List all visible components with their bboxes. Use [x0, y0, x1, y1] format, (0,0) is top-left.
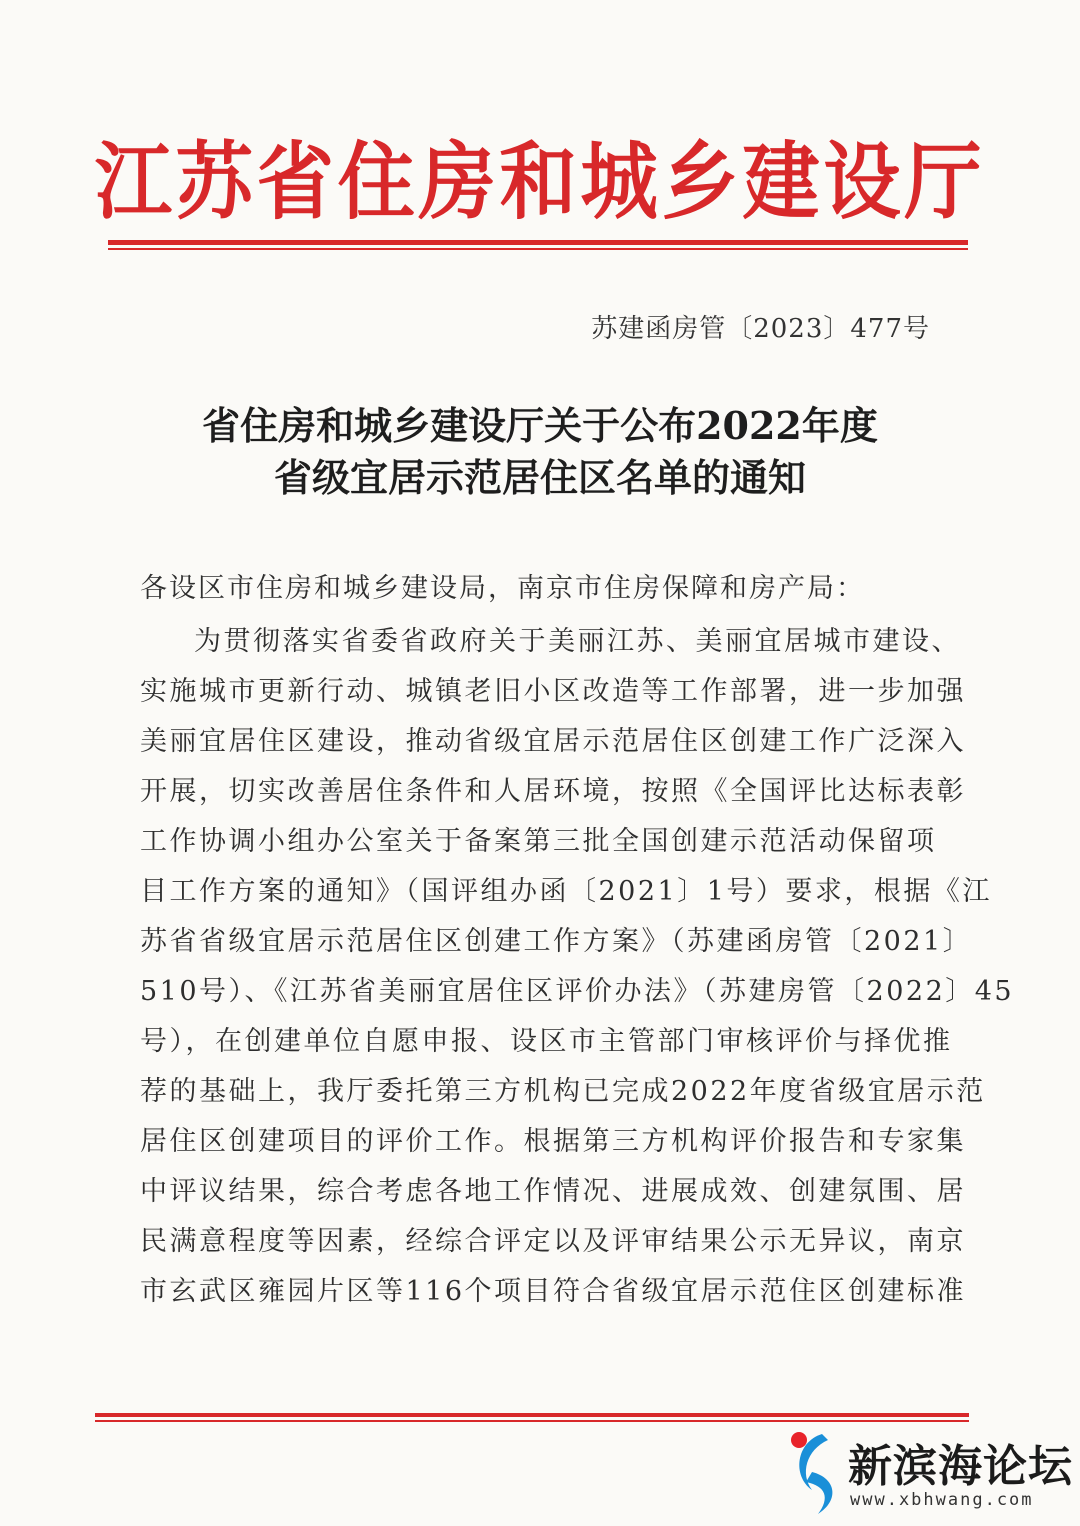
body-text — [140, 617, 1015, 1317]
body-line: 荐的基础上，我厅委托第三方机构已完成2022年度省级宜居示范 — [140, 1076, 986, 1107]
body-line: 号），在创建单位自愿申报、设区市主管部门审核评价与择优推 — [140, 1026, 953, 1057]
body-line: 苏省省级宜居示范居住区创建工作方案》（苏建函房管〔2021〕 — [140, 926, 973, 957]
forum-url: www.xbhwang.com — [850, 1490, 1034, 1510]
forum-logo-icon — [782, 1428, 846, 1520]
body-line: 开展，切实改善居住条件和人居环境，按照《全国评比达标表彰 — [140, 776, 966, 807]
body-line: 居住区创建项目的评价工作。根据第三方机构评价报告和专家集 — [140, 1126, 966, 1157]
forum-name: 新滨海论坛 — [848, 1441, 1073, 1492]
body-line: 中评议结果，综合考虑各地工作情况、进展成效、创建氛围、居 — [140, 1176, 966, 1207]
document-title — [0, 400, 1080, 504]
letterhead-red-rule-thin — [108, 248, 968, 250]
footer-red-rule-thin — [95, 1420, 969, 1422]
body-line: 民满意程度等因素，经综合评定以及评审结果公示无异议，南京 — [140, 1226, 966, 1257]
footer-red-rule — [95, 1413, 969, 1417]
document-title-line-2: 省级宜居示范居住区名单的通知 — [273, 455, 806, 500]
body-line: 510号）、《江苏省美丽宜居住区评价办法》（苏建房管〔2022〕45 — [140, 976, 1015, 1007]
letterhead-agency-name: 江苏省住房和城乡建设厅 — [94, 132, 986, 231]
body-line: 市玄武区雍园片区等116个项目符合省级宜居示范住区创建标准 — [140, 1276, 967, 1307]
watermark — [782, 1428, 1072, 1520]
body-line: 为贯彻落实省委省政府关于美丽江苏、美丽宜居城市建设、 — [194, 626, 961, 657]
body-line: 美丽宜居住区建设，推动省级宜居示范居住区创建工作广泛深入 — [140, 726, 966, 757]
letterhead-red-rule — [108, 240, 968, 245]
document-title-line-1: 省住房和城乡建设厅关于公布2022年度 — [202, 403, 878, 448]
body-line: 工作协调小组办公室关于备案第三批全国创建示范活动保留项 — [140, 826, 937, 857]
document-number: 苏建函房管〔2023〕477号 — [591, 314, 930, 344]
salutation: 各设区市住房和城乡建设局，南京市住房保障和房产局： — [140, 573, 865, 604]
body-line: 实施城市更新行动、城镇老旧小区改造等工作部署，进一步加强 — [140, 676, 966, 707]
body-line: 目工作方案的通知》（国评组办函〔2021〕1号）要求，根据《江 — [140, 876, 992, 907]
